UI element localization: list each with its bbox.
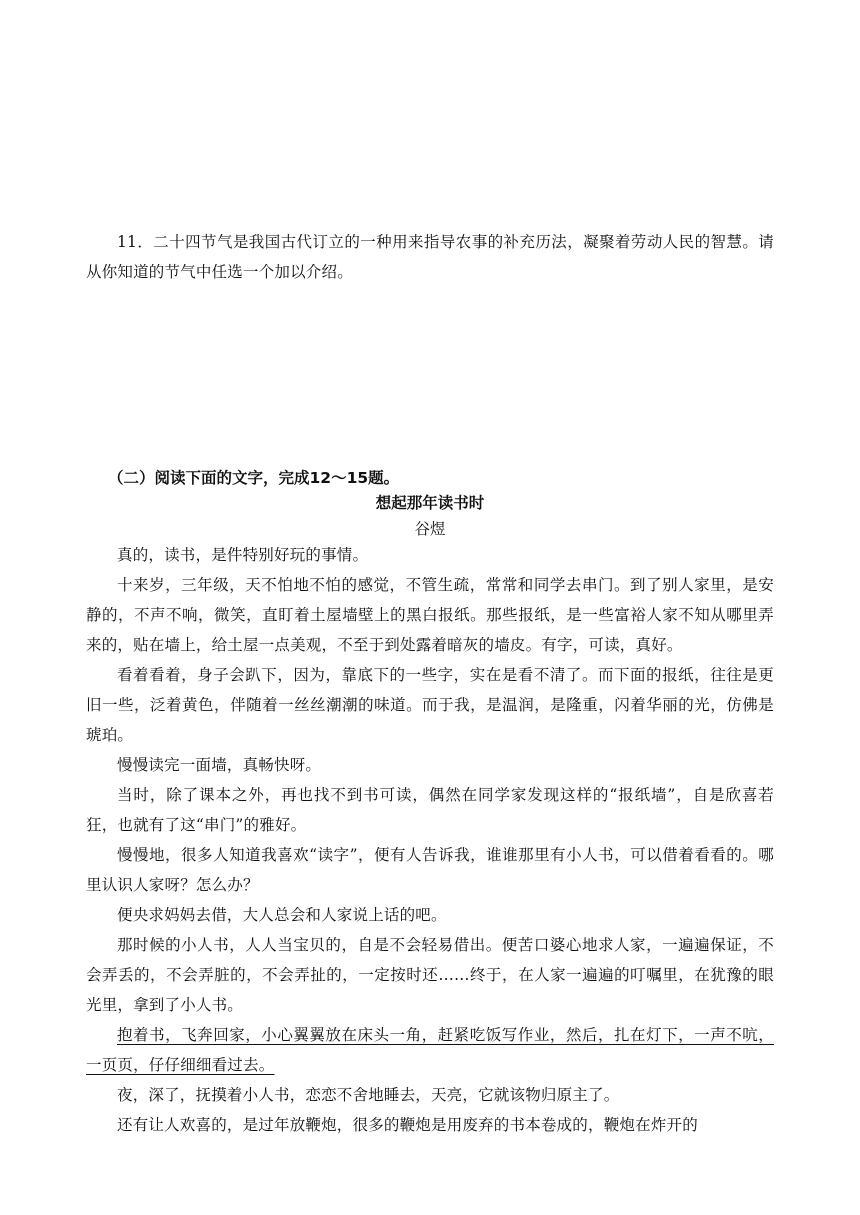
underlined-sentence: 抱着书，飞奔回家，小心翼翼放在床头一角，赶紧吃饭写作业，然后，扎在灯下，一声不吭，一页页，仔仔细细看过去。 bbox=[86, 1026, 774, 1074]
article-paragraph: 还有让人欢喜的，是过年放鞭炮，很多的鞭炮是用废弃的书本卷成的，鞭炮在炸开的 bbox=[117, 1116, 698, 1134]
article-paragraph: 真的，读书，是件特别好玩的事情。 bbox=[117, 546, 369, 564]
article-author: 谷煜 bbox=[414, 520, 446, 538]
article-title: 想起那年读书时 bbox=[375, 494, 485, 512]
question-11 bbox=[86, 227, 774, 287]
article-body bbox=[86, 540, 774, 1140]
section-heading: （二）阅读下面的文字，完成12～15题。 bbox=[108, 469, 400, 487]
question-11-text: 11．二十四节气是我国古代订立的一种用来指导农事的补充历法，凝聚着劳动人民的智慧。请从你知道的节气中任选一个加以介绍。 bbox=[86, 233, 774, 281]
article-paragraph: 看着看着，身子会趴下，因为，靠底下的一些字，实在是看不清了。而下面的报纸，往往是更旧一些，泛着黄色，伴随着一丝丝潮潮的味道。而于我，是温润，是隆重，闪着华丽的光，仿佛是琥珀。 bbox=[86, 666, 774, 744]
article-paragraph: 慢慢地，很多人知道我喜欢“读字”，便有人告诉我，谁谁那里有小人书，可以借着看看的。哪里认识人家呀？怎么办？ bbox=[86, 846, 774, 894]
article-paragraph: 当时，除了课本之外，再也找不到书可读，偶然在同学家发现这样的“报纸墙”，自是欣喜若狂，也就有了这“串门”的雅好。 bbox=[86, 786, 774, 834]
article-paragraph: 那时候的小人书，人人当宝贝的，自是不会轻易借出。便苦口婆心地求人家，一遍遍保证，不会弄丢的，不会弄脏的，不会弄扯的，一定按时还……终于，在人家一遍遍的叮嘱里，在犹豫的眼光里，拿到了小人书。 bbox=[86, 936, 774, 1014]
article-paragraph: 便央求妈妈去借，大人总会和人家说上话的吧。 bbox=[117, 906, 447, 924]
article-paragraph-underlined bbox=[86, 1020, 774, 1080]
article-paragraph: 慢慢读完一面墙，真畅快呀。 bbox=[117, 756, 322, 774]
article-paragraph: 夜，深了，抚摸着小人书，恋恋不舍地睡去，天亮，它就该物归原主了。 bbox=[117, 1086, 620, 1104]
article-paragraph: 十来岁，三年级，天不怕地不怕的感觉，不管生疏，常常和同学去串门。到了别人家里，是安静的，不声不响，微笑，直盯着土屋墙壁上的黑白报纸。那些报纸，是一些富裕人家不知从哪里弄来的，贴在墙上，给土屋一点美观，不至于到处露着暗灰的墙皮。有字，可读，真好。 bbox=[86, 576, 774, 654]
